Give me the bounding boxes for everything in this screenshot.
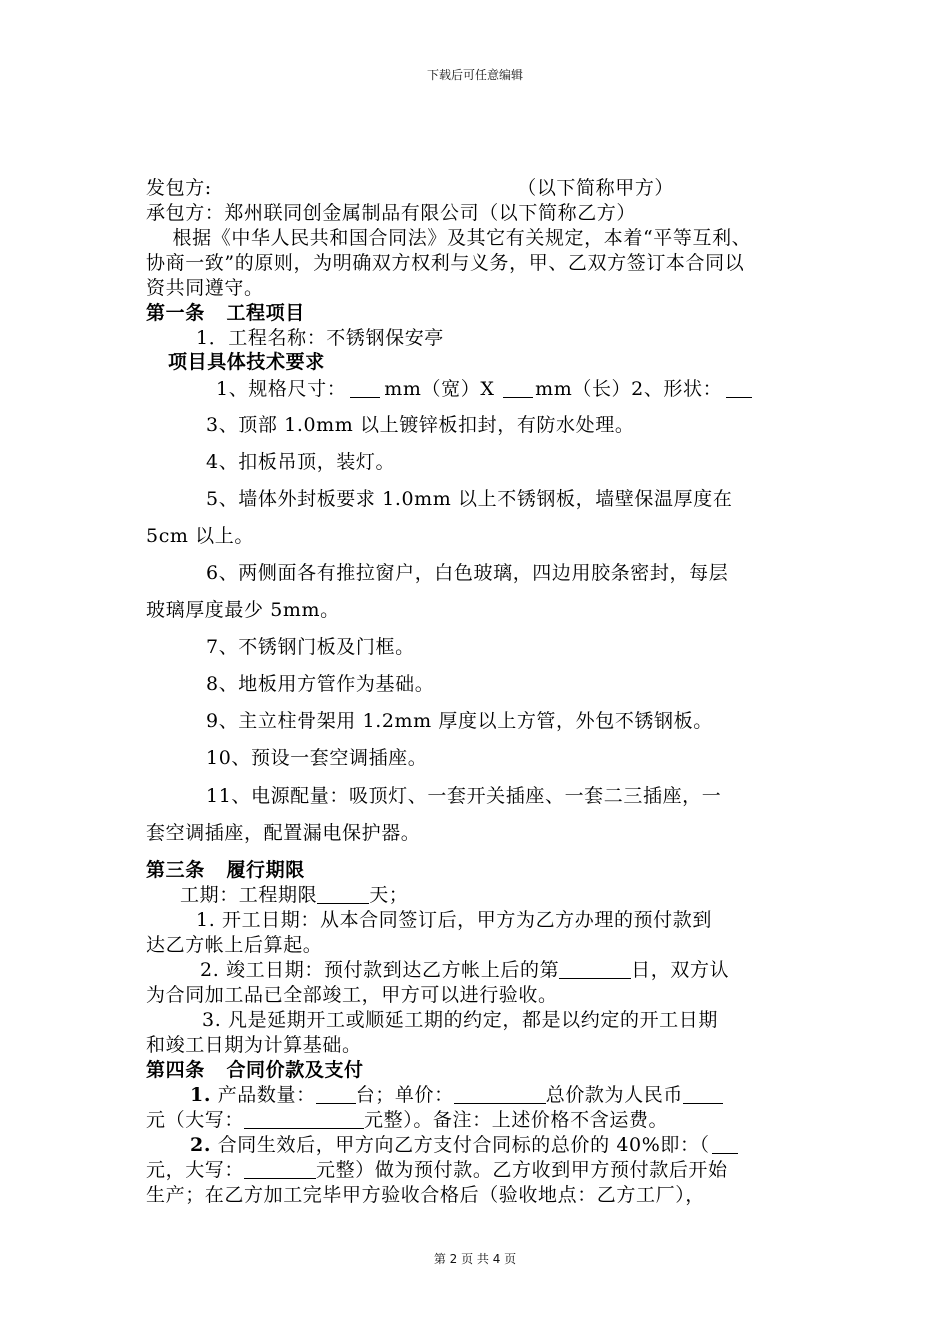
req-6-line-2: 玻璃厚度最少 5mm。 <box>146 599 340 621</box>
spec-size-line <box>216 377 752 401</box>
pay-1-line-2 <box>146 1108 668 1132</box>
pay-unit-price-label: 台；单价： <box>355 1084 454 1106</box>
req-5-line-1: 5、墙体外封板要求 1.0mm 以上不锈钢板，墙壁保温厚度在 <box>206 488 733 510</box>
intro-line-2: 协商一致”的原则，为明确双方权利与义务，甲、乙双方签订本合同以 <box>146 252 745 274</box>
delay-line-2: 和竣工日期为计算基础。 <box>146 1034 362 1056</box>
req-6-line-1: 6、两侧面各有推拉窗户，白色玻璃，四边用胶条密封，每层 <box>206 562 729 584</box>
req-8: 8、地板用方管作为基础。 <box>206 673 435 695</box>
quantity-blank <box>316 1085 356 1104</box>
req-7: 7、不锈钢门板及门框。 <box>206 636 415 658</box>
pay-2-line-1 <box>190 1133 738 1157</box>
complete-days-blank <box>559 960 631 979</box>
pay-uppercase-label: 元（大写： <box>146 1109 245 1131</box>
pay-1-line-1 <box>190 1083 723 1107</box>
project-name-line: 1．工程名称：不锈钢保安亭 <box>196 327 444 349</box>
tech-requirements-heading: 项目具体技术要求 <box>168 351 325 373</box>
page-header: 下载后可任意编辑 <box>426 68 523 82</box>
pay-1-number: 1. <box>190 1084 212 1106</box>
page-footer: 第 2 页 共 4 页 <box>433 1252 517 1266</box>
req-11-line-1: 11、电源配量：吸顶灯、一套开关插座、一套二三插座，一 <box>206 785 722 807</box>
advance-amount-blank <box>712 1135 738 1154</box>
shape-blank <box>726 379 752 398</box>
pay-note: 元整）。备注：上述价格不含运费。 <box>364 1109 669 1131</box>
article-1-heading: 第一条 工程项目 <box>146 302 305 324</box>
period-unit: 天； <box>369 884 409 906</box>
pay-2-text: 合同生效后，甲方向乙方支付合同标的总价的 40%即：（ <box>217 1134 710 1156</box>
article-3-heading: 第三条 履行期限 <box>146 859 305 881</box>
total-blank <box>683 1085 723 1104</box>
complete-date-line-2: 为合同加工品已全部竣工，甲方可以进行验收。 <box>146 984 558 1006</box>
intro-line-3: 资共同遵守。 <box>146 277 264 299</box>
uppercase-total-blank <box>244 1110 364 1129</box>
party-a-line: 发包方: （以下简称甲方） <box>146 177 675 199</box>
intro-line-1: 根据《中华人民共和国合同法》及其它有关规定，本着“平等互利、 <box>146 227 752 249</box>
req-5-line-2: 5cm 以上。 <box>146 525 254 547</box>
pay-2-line-3: 生产；在乙方加工完毕甲方验收合格后（验收地点：乙方工厂）， <box>146 1184 705 1206</box>
pay-quantity-label: 产品数量： <box>217 1084 316 1106</box>
period-blank <box>317 885 369 904</box>
delay-line-1: 3. 凡是延期开工或顺延工期的约定，都是以约定的开工日期 <box>202 1009 718 1031</box>
complete-date-line-1 <box>200 958 729 982</box>
req-4: 4、扣板吊顶，装灯。 <box>206 451 396 473</box>
start-date-line-2: 达乙方帐上后算起。 <box>146 934 323 956</box>
length-blank <box>503 379 533 398</box>
width-blank <box>350 379 380 398</box>
start-date-line-1: 1. 开工日期：从本合同签订后，甲方为乙方办理的预付款到 <box>196 909 712 931</box>
pay-total-label: 总价款为人民币 <box>545 1084 683 1106</box>
req-9: 9、主立柱骨架用 1.2mm 厚度以上方管，外包不锈钢板。 <box>206 710 713 732</box>
req-10: 10、预设一套空调插座。 <box>206 747 428 769</box>
advance-uppercase-blank <box>244 1160 316 1179</box>
unit-price-blank <box>454 1085 546 1104</box>
pay-2-text-2: 元整）做为预付款。乙方收到甲方预付款后开始 <box>316 1159 728 1181</box>
pay-2-number: 2. <box>190 1134 212 1156</box>
complete-date-suffix: 日，双方认 <box>631 959 730 981</box>
spec-width-unit: mm（宽）X <box>384 378 495 400</box>
party-b-line: 承包方：郑州联同创金属制品有限公司（以下简称乙方） <box>146 202 637 224</box>
spec-length-unit: mm（长）2、形状： <box>535 378 723 400</box>
pay-2-line-2 <box>146 1158 728 1182</box>
complete-date-label: 2. 竣工日期：预付款到达乙方帐上后的第 <box>200 959 560 981</box>
spec-size-label: 1、规格尺寸： <box>216 378 347 400</box>
req-11-line-2: 套空调插座，配置漏电保护器。 <box>146 822 421 844</box>
period-label: 工期：工程期限 <box>180 884 318 906</box>
article-4-heading: 第四条 合同价款及支付 <box>146 1059 364 1081</box>
period-line <box>180 883 408 907</box>
pay-2-uppercase-label: 元，大写： <box>146 1159 245 1181</box>
req-3: 3、顶部 1.0mm 以上镀锌板扣封，有防水处理。 <box>206 414 635 436</box>
